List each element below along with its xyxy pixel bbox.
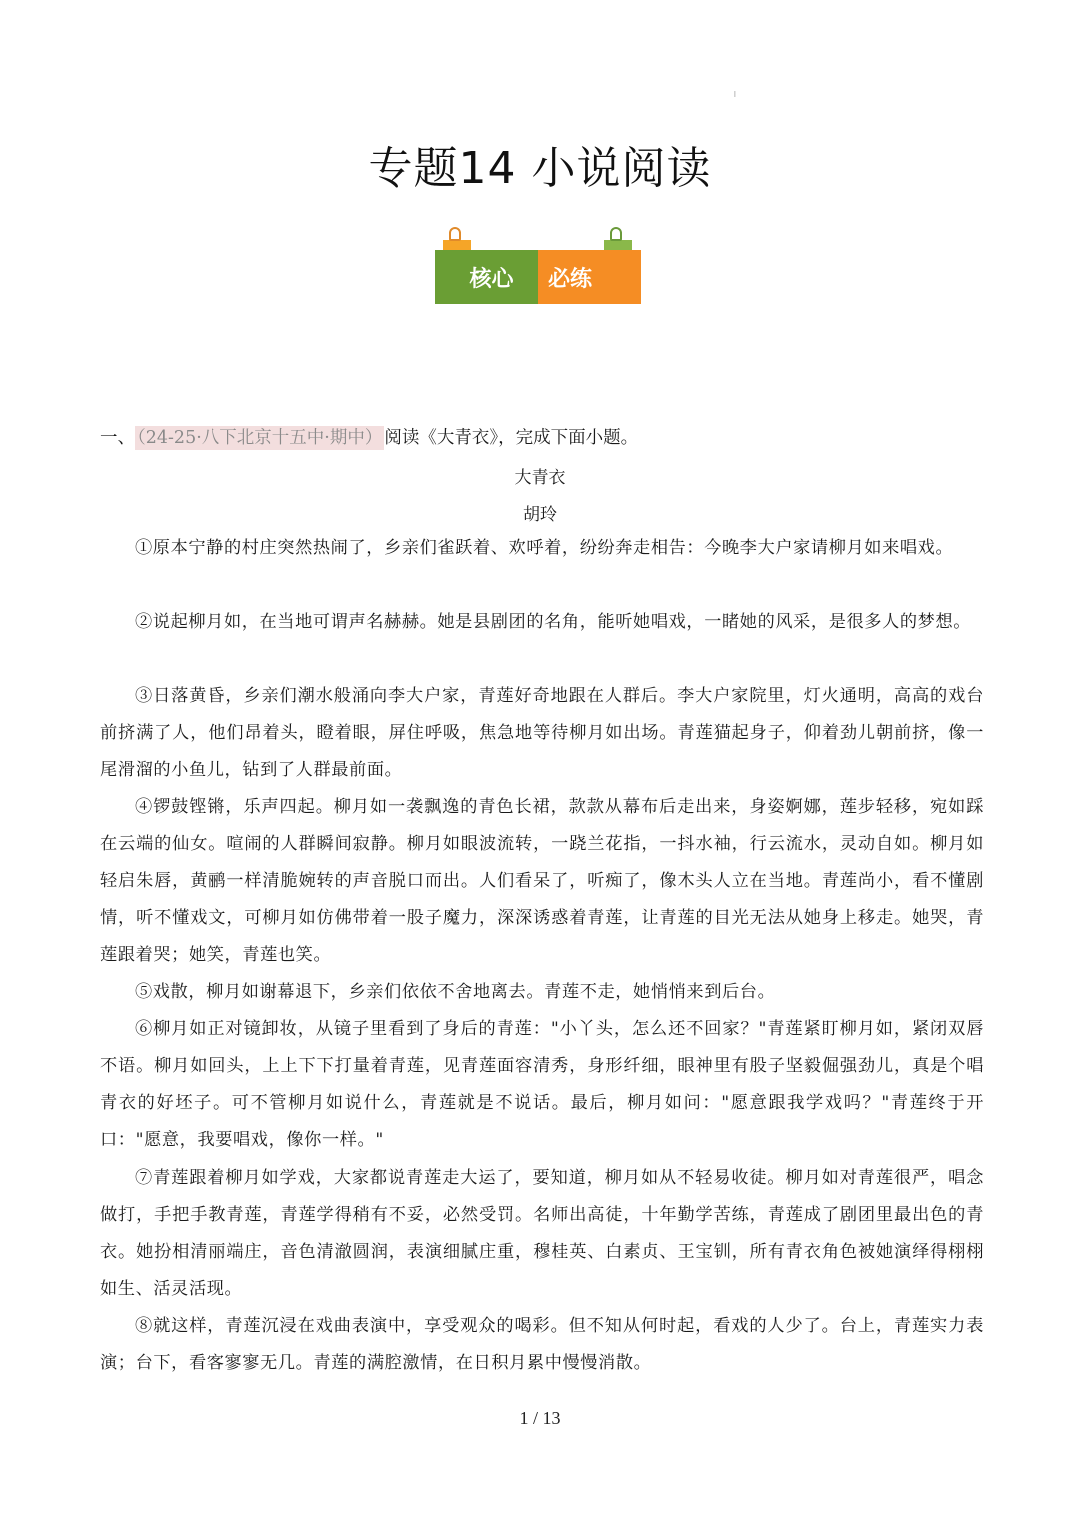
paragraph-5: ⑤戏散，柳月如谢幕退下，乡亲们依依不舍地离去。青莲不走，她悄悄来到后台。: [135, 982, 776, 1002]
section-badge: [435, 250, 641, 304]
article-author: 胡玲: [523, 505, 557, 525]
page-indicator: 1 / 13: [519, 1408, 561, 1428]
paragraph-6: ⑥柳月如正对镜卸妆，从镜子里看到了身后的青莲："小丫头，怎么还不回家？"青莲紧盯柳月如，紧闭双唇不语。柳月如回头，上上下下打量着青莲，见青莲面容清秀，身形纤细，眼神里有股子坚毅倔强劲儿，真是个唱青衣的好坯子。可不管柳月如说什么，青莲就是不说话。最后，柳月如问："愿意跟我学戏吗？"青莲终于开口："愿意，我要唱戏，像你一样。": [100, 1019, 984, 1150]
paragraph-2: ②说起柳月如，在当地可谓声名赫赫。她是县剧团的名角，能听她唱戏，一睹她的风采，是很多人的梦想。: [135, 612, 972, 632]
article-title: 大青衣: [514, 468, 566, 488]
question-number: 一、: [100, 428, 135, 448]
question-source-tag: （24-25·八下北京十五中·期中）: [137, 428, 383, 448]
badge-right-label: 必练: [538, 250, 641, 304]
paragraph-7: ⑦青莲跟着柳月如学戏，大家都说青莲走大运了，要知道，柳月如从不轻易收徒。柳月如对青莲很严，唱念做打，手把手教青莲，青莲学得稍有不妥，必然受罚。名师出高徒，十年勤学苦练，青莲成了剧团里最出色的青衣。她扮相清丽端庄，音色清澈圆润，表演细腻庄重，穆桂英、白素贞、王宝钏，所有青衣角色被她演绎得栩栩如生、活灵活现。: [100, 1168, 984, 1299]
badge-left-label: 核心: [435, 250, 538, 304]
paragraph-4: ④锣鼓铿锵，乐声四起。柳月如一袭飘逸的青色长裙，款款从幕布后走出来，身姿婀娜，莲步轻移，宛如踩在云端的仙女。喧闹的人群瞬间寂静。柳月如眼波流转，一跷兰花指，一抖水袖，行云流水，灵动自如。柳月如轻启朱唇，黄鹂一样清脆婉转的声音脱口而出。人们看呆了，听痴了，像木头人立在当地。青莲尚小，看不懂剧情，听不懂戏文，可柳月如仿佛带着一股子魔力，深深诱惑着青莲，让青莲的目光无法从她身上移走。她哭，青莲跟着哭；她笑，青莲也笑。: [100, 797, 984, 965]
paragraph-1: ①原本宁静的村庄突然热闹了，乡亲们雀跃着、欢呼着，纷纷奔走相告：今晚李大户家请柳月如来唱戏。: [135, 538, 954, 558]
corner-mark: l: [734, 90, 736, 99]
page-title: 专题14 小说阅读: [368, 143, 712, 194]
paragraph-8: ⑧就这样，青莲沉浸在戏曲表演中，享受观众的喝彩。但不知从何时起，看戏的人少了。台上，青莲实力表演；台下，看客寥寥无几。青莲的满腔激情，在日积月累中慢慢消散。: [100, 1316, 984, 1373]
paragraph-3: ③日落黄昏，乡亲们潮水般涌向李大户家，青莲好奇地跟在人群后。李大户家院里，灯火通明，高高的戏台前挤满了人，他们昂着头，瞪着眼，屏住呼吸，焦急地等待柳月如出场。青莲猫起身子，仰着劲儿朝前挤，像一尾滑溜的小鱼儿，钻到了人群最前面。: [100, 686, 984, 780]
question-prompt: 阅读《大青衣》，完成下面小题。: [384, 428, 639, 448]
question-heading: [100, 424, 638, 449]
